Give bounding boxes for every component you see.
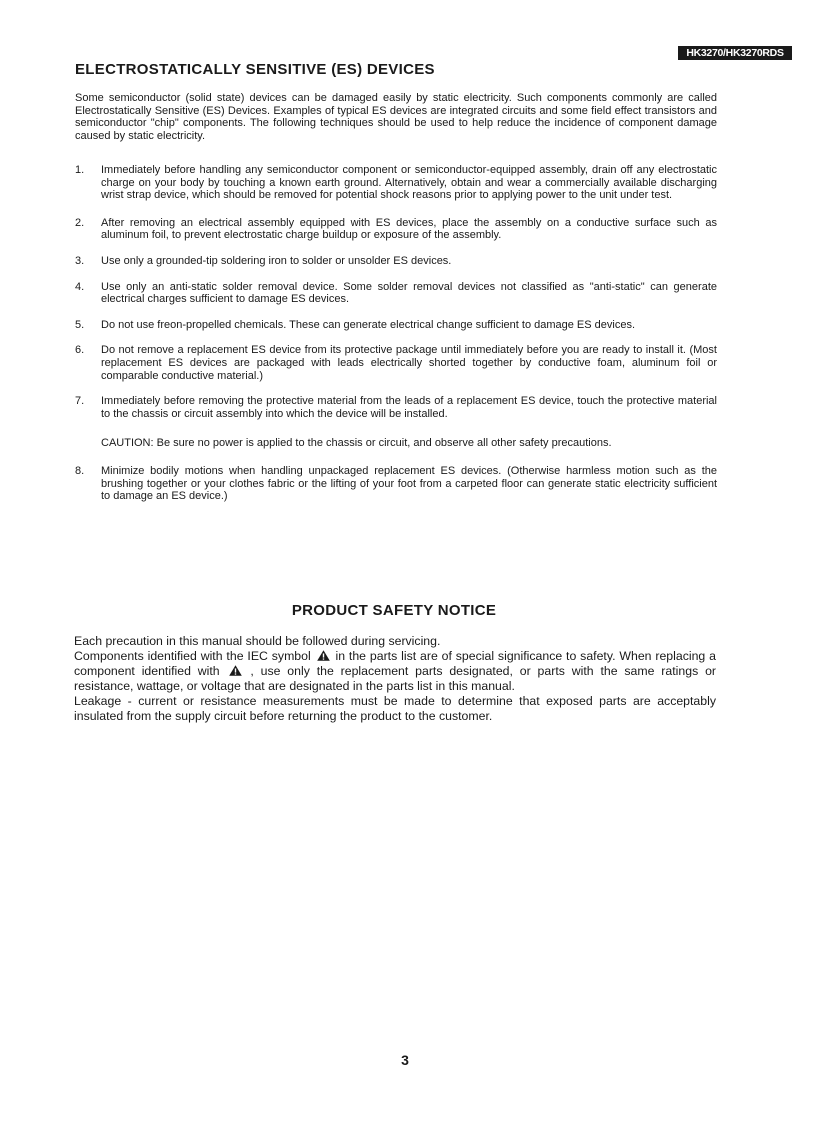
safety-line-1: Each precaution in this manual should be followed during servicing. bbox=[74, 634, 441, 648]
caution-note: CAUTION: Be sure no power is applied to the chassis or circuit, and observe all other safety precautions. bbox=[101, 437, 612, 450]
list-item-text: Use only an anti-static solder removal device. Some solder removal devices not classified as "anti-static" can generate electrical charges sufficient to damage ES devices. bbox=[101, 280, 717, 306]
list-item-number: 5. bbox=[75, 318, 85, 331]
list-item-text: Do not use freon-propelled chemicals. These can generate electrical change sufficient to damage ES devices. bbox=[101, 318, 636, 331]
list-item-number: 1. bbox=[75, 164, 85, 176]
list-item-number: 3. bbox=[75, 254, 85, 267]
safety-section-title: PRODUCT SAFETY NOTICE bbox=[291, 602, 497, 619]
model-badge: HK3270/HK3270RDS bbox=[678, 46, 792, 60]
list-item-text: Immediately before removing the protective material from the leads of a replacement ES device, touch the protective material to the chassis or circuit assembly into which the device will be installed. bbox=[101, 395, 717, 420]
safety-notice-body bbox=[74, 634, 716, 725]
es-section-title: ELECTROSTATICALLY SENSITIVE (ES) DEVICES bbox=[75, 61, 435, 78]
list-item bbox=[75, 281, 717, 306]
list-item-number: 2. bbox=[75, 216, 85, 229]
safety-line-2-end: , use only the replacement parts designated, or parts with the same ratings or resistance, wattage, or voltage that are designated in the parts list in this manual. bbox=[74, 664, 716, 694]
list-item-text: Immediately before handling any semiconductor component or semiconductor-equipped assembly, drain off any electrostatic charge on your body by touching a known earth ground. Alternatively, obtain and wear a commercially available discharging wrist strap device, which should be removed for potential shock reasons prior to applying power to the unit under test. bbox=[101, 164, 717, 202]
list-item-number: 7. bbox=[75, 395, 85, 408]
list-item bbox=[75, 344, 717, 382]
list-item bbox=[75, 164, 717, 202]
warning-triangle-icon bbox=[317, 650, 330, 661]
es-precautions-list bbox=[75, 164, 717, 503]
list-item-number: 4. bbox=[75, 280, 85, 293]
list-item-text: Use only a grounded-tip soldering iron to solder or unsolder ES devices. bbox=[101, 254, 452, 267]
warning-triangle-icon bbox=[229, 665, 242, 676]
list-item-text: Minimize bodily motions when handling unpackaged replacement ES devices. (Otherwise harmless motion such as the brushing together or your clothes fabric or the lifting of your foot from a carpeted floor can generate static electricity sufficient to damage an ES device.) bbox=[101, 464, 717, 503]
list-item bbox=[75, 217, 717, 242]
list-item-number: 8. bbox=[75, 464, 85, 477]
es-intro-paragraph: Some semiconductor (solid state) devices can be damaged easily by static electricity. Such components commonly are called Electrostatically Sensitive (ES) Devices. Examples of typical ES devices are integrated circuits and some field effect transistors and semiconductor "chip" components. The following techniques should be used to help reduce the incidence of component damage caused by static electricity. bbox=[75, 92, 717, 142]
list-item bbox=[75, 395, 717, 420]
list-item-text: After removing an electrical assembly equipped with ES devices, place the assembly on a conductive surface such as aluminum foil, to prevent electrostatic charge buildup or exposure of the assembly. bbox=[101, 216, 717, 242]
safety-line-3: Leakage - current or resistance measurements must be made to determine that exposed parts are acceptably insulated from the supply circuit before returning the product to the customer. bbox=[74, 694, 716, 724]
list-item-number: 6. bbox=[75, 344, 85, 357]
list-item bbox=[75, 465, 717, 503]
list-item bbox=[75, 319, 717, 332]
list-item-text: Do not remove a replacement ES device from its protective package until immediately before you are ready to install it. (Most replacement ES devices are packaged with leads electrically shorted together by conductive foam, aluminum foil or comparable conductive material.) bbox=[101, 344, 717, 382]
safety-line-2-middle: in the parts list are of special significance to safety. When replacing a component identified with bbox=[74, 649, 716, 679]
page-number: 3 bbox=[401, 1052, 409, 1068]
safety-line-2-start: Components identified with the IEC symbol bbox=[74, 649, 311, 664]
list-item bbox=[75, 255, 717, 268]
safety-line-2 bbox=[74, 649, 716, 694]
